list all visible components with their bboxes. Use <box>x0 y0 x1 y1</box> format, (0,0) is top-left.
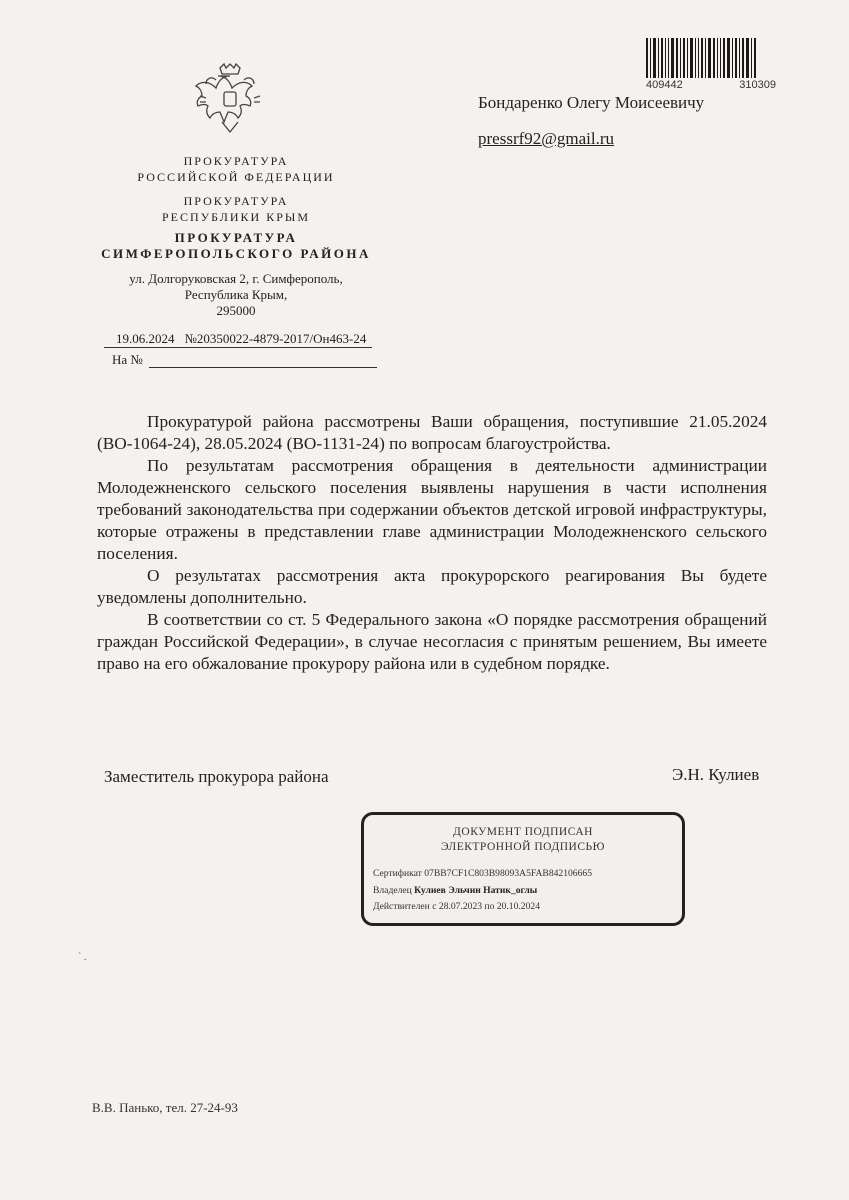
barcode-bars <box>646 38 776 78</box>
reference-label: На № <box>112 352 143 367</box>
stamp-title-line2: ЭЛЕКТРОННОЙ ПОДПИСЬЮ <box>441 841 605 853</box>
barcode-left-number: 409442 <box>646 79 683 91</box>
signatory-name: Э.Н. Кулиев <box>672 765 760 784</box>
stamp-validity: Действителен с 28.07.2023 по 20.10.2024 <box>373 901 540 912</box>
recipient-name: Бондаренко Олегу Моисеевичу <box>478 93 705 112</box>
registration-line <box>104 331 372 348</box>
org-line-prosecutor-general: ПРОКУРАТУРА РОССИЙСКОЙ ФЕДЕРАЦИИ <box>137 154 335 184</box>
org-address: ул. Долгоруковская 2, г. Симферополь, Республика Крым, 295000 <box>129 271 343 318</box>
letter-body <box>97 411 767 675</box>
body-paragraph: О результатах рассмотрения акта прокурорского реагирования Вы будете уведомлены дополнительно. <box>97 566 767 607</box>
stamp-owner: Владелец Кулиев Эльчин Натик_оглы <box>373 885 538 896</box>
signatory-role: Заместитель прокурора района <box>104 767 329 786</box>
electronic-signature-stamp <box>361 812 685 926</box>
stray-marks: ` . <box>78 952 87 963</box>
barcode-right-number: 310309 <box>739 79 776 91</box>
org-line-simferopol-district: ПРОКУРАТУРА СИМФЕРОПОЛЬСКОГО РАЙОНА <box>101 230 371 261</box>
body-paragraph: Прокуратурой района рассмотрены Ваши обращения, поступившие 21.05.2024 (ВО-1064-24), 28.05.2024 (ВО-1131-24) по вопросам благоустройства. <box>97 412 767 453</box>
registration-number: №20350022-4879-2017/Он463-24 <box>184 331 367 346</box>
recipient-email: pressrf92@gmail.ru <box>478 129 615 148</box>
double-headed-eagle-icon <box>190 60 270 140</box>
executor-footer: В.В. Панько, тел. 27-24-93 <box>92 1100 238 1115</box>
body-paragraph: По результатам рассмотрения обращения в деятельности администрации Молодежненского сельского поселения выявлены нарушения в части исполнения требований законодательства при содержании объектов детской игровой инфраструктуры, которые отражены в представлении главе администрации Молодежненского сельского поселения. <box>97 456 767 563</box>
barcode <box>646 38 776 91</box>
org-line-crimea: ПРОКУРАТУРА РЕСПУБЛИКИ КРЫМ <box>161 194 311 224</box>
registration-date: 19.06.2024 <box>116 331 175 346</box>
stamp-title-line1: ДОКУМЕНТ ПОДПИСАН <box>453 826 593 838</box>
stamp-certificate: Сертификат 07BB7CF1C803B98093A5FAB842106665 <box>373 868 592 879</box>
body-paragraph: В соответствии со ст. 5 Федерального закона «О порядке рассмотрения обращений граждан Российской Федерации», в случае несогласия с принятым решением, Вы имеете право на его обжалование прокурору района или в судебном порядке. <box>97 610 767 673</box>
reference-line <box>112 352 377 368</box>
